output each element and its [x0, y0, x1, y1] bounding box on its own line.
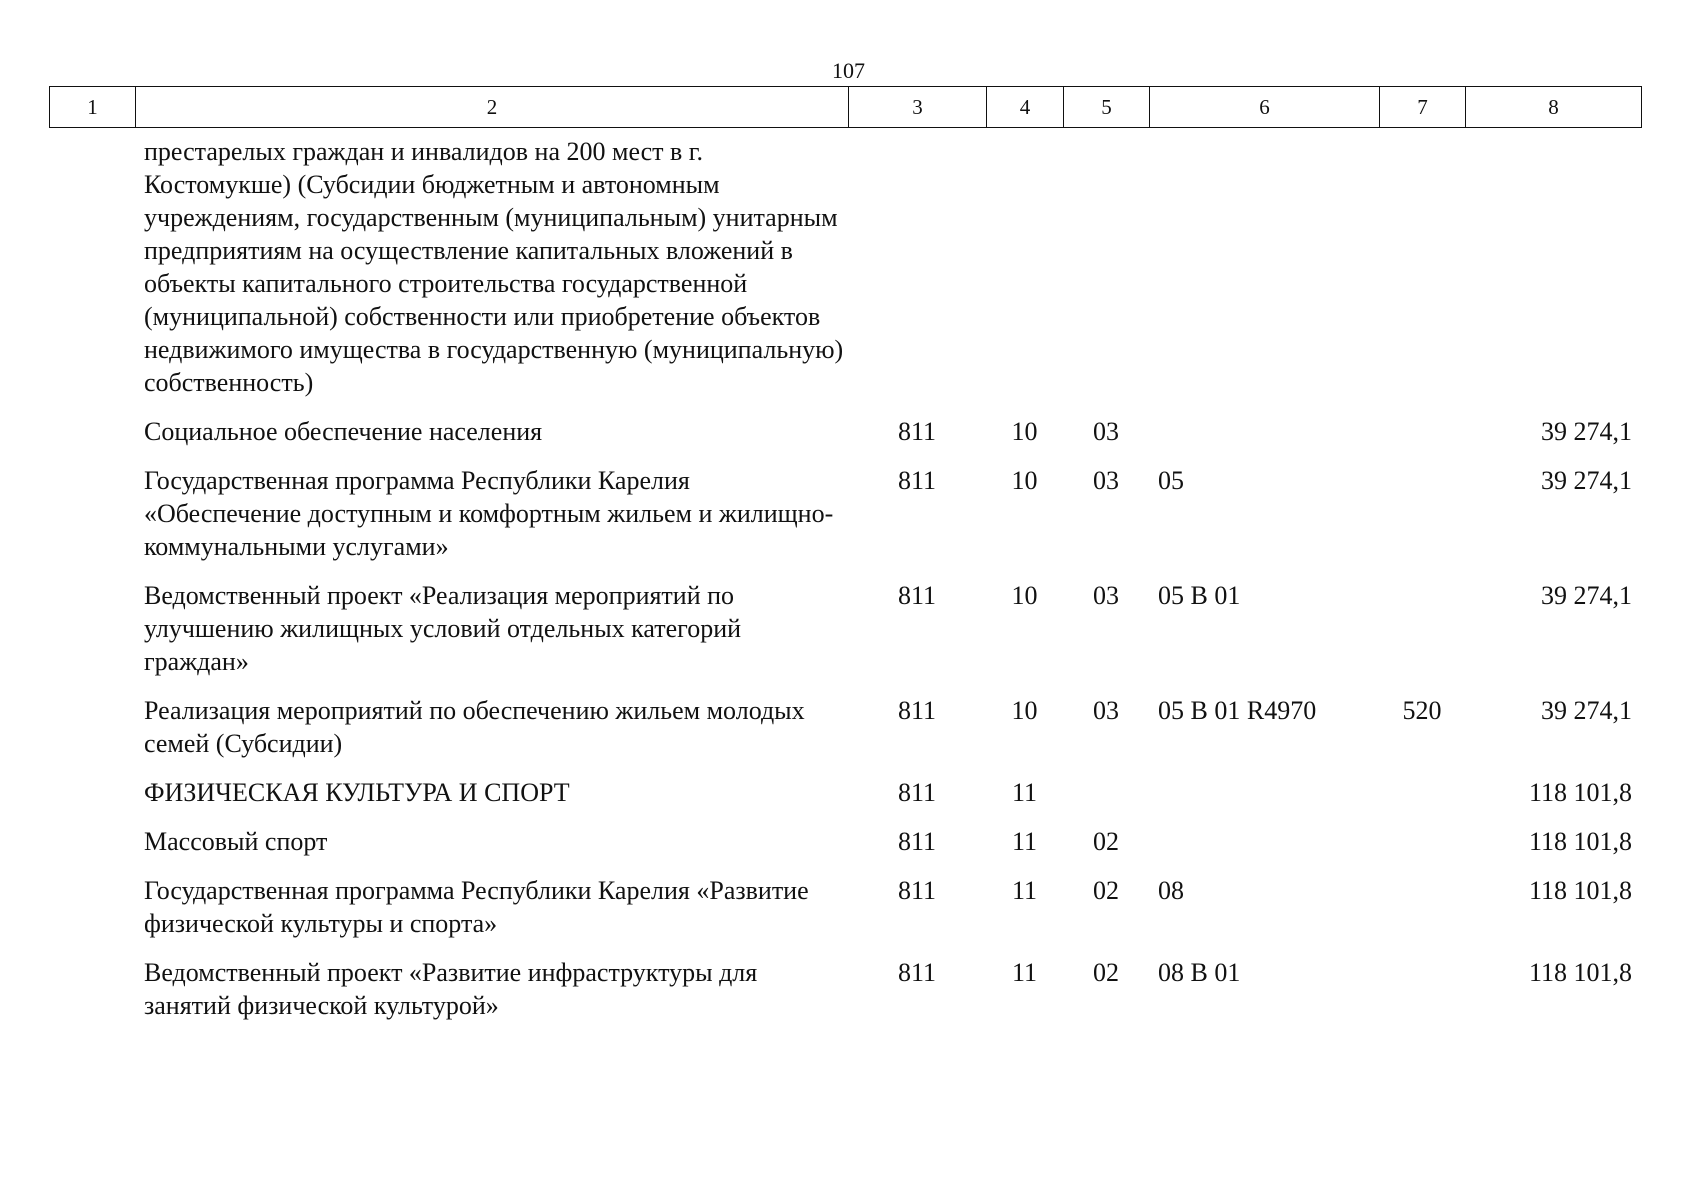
row-amount: 118 101,8 [1528, 778, 1633, 807]
budget-table-body [49, 135, 1641, 1038]
row-code-7 [1379, 874, 1465, 956]
header-cell-4: 4 [987, 87, 1064, 128]
header-cell-2: 2 [136, 87, 849, 128]
table-rows [49, 135, 1641, 1038]
header-cell-3: 3 [849, 87, 987, 128]
row-code-3: 811 [897, 417, 937, 446]
column-number-header [49, 86, 1642, 128]
row-code-4: 10 [1011, 696, 1038, 725]
row-amount: 39 274,1 [1541, 466, 1633, 495]
row-code-6: 05 В 01 [1158, 581, 1241, 610]
row-code-4: 10 [1011, 581, 1038, 610]
row-amount: 118 101,8 [1528, 876, 1633, 905]
row-code-5: 03 [1093, 581, 1120, 610]
row-code-6: 08 В 01 [1158, 958, 1241, 987]
table-row [49, 776, 1641, 825]
row-name: Ведомственный проект «Развитие инфраструктуры для занятий физической культурой» [144, 958, 758, 1020]
row-code-7 [1379, 579, 1465, 694]
header-cell-6: 6 [1150, 87, 1380, 128]
row-code-6 [1149, 776, 1379, 825]
row-code-7 [1379, 135, 1465, 415]
row-amount: 118 101,8 [1528, 958, 1633, 987]
row-code-5: 02 [1093, 958, 1120, 987]
row-code-4: 11 [1011, 827, 1038, 856]
row-code-3: 811 [897, 696, 937, 725]
row-amount: 39 274,1 [1541, 581, 1633, 610]
table-row [49, 956, 1641, 1038]
row-amount: 39 274,1 [1541, 417, 1633, 446]
row-code-7: 520 [1402, 696, 1442, 725]
table-row [49, 464, 1641, 579]
row-code-5: 03 [1093, 466, 1120, 495]
row-code-6 [1149, 825, 1379, 874]
row-code-7 [1379, 415, 1465, 464]
row-amount: 118 101,8 [1528, 827, 1633, 856]
row-code-3: 811 [897, 778, 937, 807]
row-code-4: 10 [1011, 466, 1038, 495]
header-cell-5: 5 [1064, 87, 1150, 128]
row-code-5 [1063, 135, 1149, 415]
row-code-6 [1149, 415, 1379, 464]
row-code-6: 08 [1158, 876, 1185, 905]
row-code-3: 811 [897, 827, 937, 856]
row-code-4: 11 [1011, 778, 1038, 807]
row-code-7 [1379, 776, 1465, 825]
table-row [49, 135, 1641, 415]
row-name: Ведомственный проект «Реализация мероприятий по улучшению жилищных условий отдельных категорий граждан» [144, 581, 742, 676]
row-code-6: 05 [1158, 466, 1185, 495]
row-name: Государственная программа Республики Карелия «Обеспечение доступным и комфортным жильем и жилищно-коммунальными услугами» [144, 466, 834, 561]
header-row [50, 87, 1642, 128]
header-cell-7: 7 [1380, 87, 1466, 128]
row-name: Реализация мероприятий по обеспечению жильем молодых семей (Субсидии) [144, 696, 805, 758]
table-row [49, 825, 1641, 874]
row-code-3: 811 [897, 581, 937, 610]
row-code-4: 11 [1011, 958, 1038, 987]
row-amount [1465, 135, 1641, 415]
table-row [49, 415, 1641, 464]
page-number: 107 [832, 58, 865, 83]
table-row [49, 694, 1641, 776]
row-code-3 [848, 135, 986, 415]
row-code-7 [1379, 956, 1465, 1038]
row-code-4: 10 [1011, 417, 1038, 446]
row-code-4 [986, 135, 1063, 415]
row-code-3: 811 [897, 958, 937, 987]
table-row [49, 874, 1641, 956]
row-name: Государственная программа Республики Карелия «Развитие физической культуры и спорта» [144, 876, 809, 938]
row-name: престарелых граждан и инвалидов на 200 мест в г. Костомукше) (Субсидии бюджетным и автономным учреждениям, государственным (муниципальным) унитарным предприятиям на осуществление капитальных вложений в объекты капитального строительства государственной (муниципальной) собственности или приобретение объектов недвижимого имущества в государственную (муниципальную) собственность) [144, 137, 844, 397]
row-code-7 [1379, 825, 1465, 874]
row-code-5: 02 [1093, 876, 1120, 905]
row-code-6: 05 В 01 R4970 [1158, 696, 1317, 725]
row-code-3: 811 [897, 876, 937, 905]
row-code-5: 03 [1093, 696, 1120, 725]
row-amount: 39 274,1 [1541, 696, 1633, 725]
table-row [49, 579, 1641, 694]
row-code-4: 11 [1011, 876, 1038, 905]
row-name: ФИЗИЧЕСКАЯ КУЛЬТУРА И СПОРТ [144, 778, 570, 807]
row-name: Социальное обеспечение населения [144, 417, 543, 446]
row-code-3: 811 [897, 466, 937, 495]
header-cell-8: 8 [1466, 87, 1642, 128]
row-code-6 [1149, 135, 1379, 415]
row-code-7 [1379, 464, 1465, 579]
header-cell-1: 1 [50, 87, 136, 128]
row-code-5 [1063, 776, 1149, 825]
row-name: Массовый спорт [144, 827, 328, 856]
row-code-5: 02 [1093, 827, 1120, 856]
row-code-5: 03 [1093, 417, 1120, 446]
